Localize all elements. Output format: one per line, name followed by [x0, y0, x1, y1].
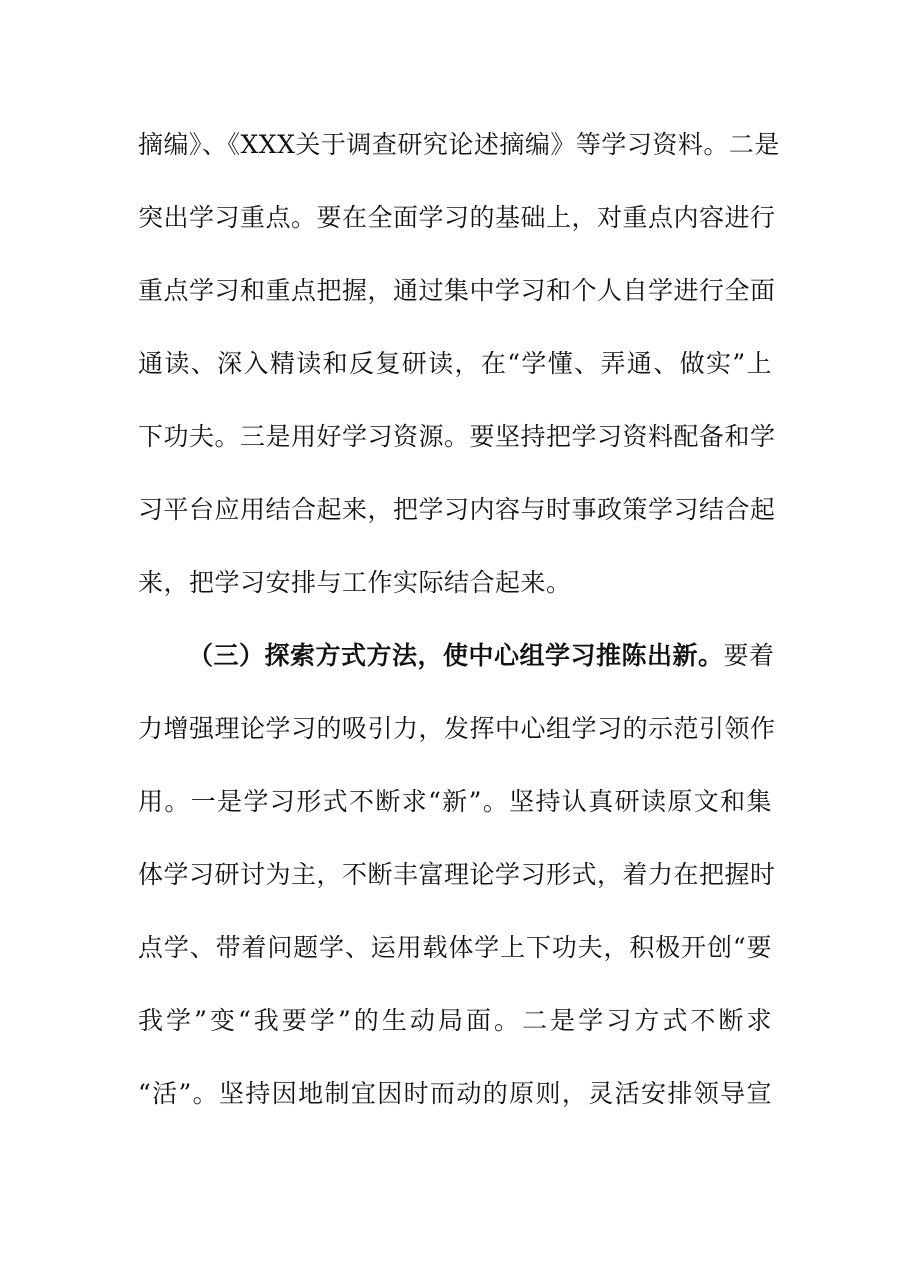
paragraph-line: 习平台应用结合起来，把学习内容与时事政策学习结合起	[138, 495, 776, 524]
paragraph-line: 来，把学习安排与工作实际结合起来。	[138, 568, 572, 597]
paragraph-line: 力增强理论学习的吸引力，发挥中心组学习的示范引领作	[138, 714, 776, 743]
paragraph-line: 突出学习重点。要在全面学习的基础上，对重点内容进行	[138, 203, 776, 232]
section-heading-line	[188, 641, 775, 671]
section-heading: （三）探索方式方法，使中心组学习推陈出新。	[188, 641, 724, 670]
paragraph-line: 通读、深入精读和反复研读，在“学懂、弄通、做实”上	[138, 349, 772, 378]
paragraph-line: 点学、带着问题学、运用载体学上下功夫，积极开创“要	[138, 933, 772, 962]
paragraph-line: 我学”变“我要学”的生动局面。二是学习方式不断求	[138, 1006, 772, 1035]
paragraph-line: “活”。坚持因地制宜因时而动的原则，灵活安排领导宣	[138, 1079, 772, 1108]
paragraph-line: 重点学习和重点把握，通过集中学习和个人自学进行全面	[138, 276, 776, 305]
paragraph-line: 体学习研讨为主，不断丰富理论学习形式，着力在把握时	[138, 860, 776, 889]
paragraph-line: 用。一是学习形式不断求“新”。坚持认真研读原文和集	[138, 787, 772, 816]
section-heading-tail: 要着	[723, 641, 775, 670]
paragraph-line: 摘编》、《XXX关于调查研究论述摘编》等学习资料。二是	[138, 130, 780, 159]
paragraph-line: 下功夫。三是用好学习资源。要坚持把学习资料配备和学	[138, 422, 776, 451]
